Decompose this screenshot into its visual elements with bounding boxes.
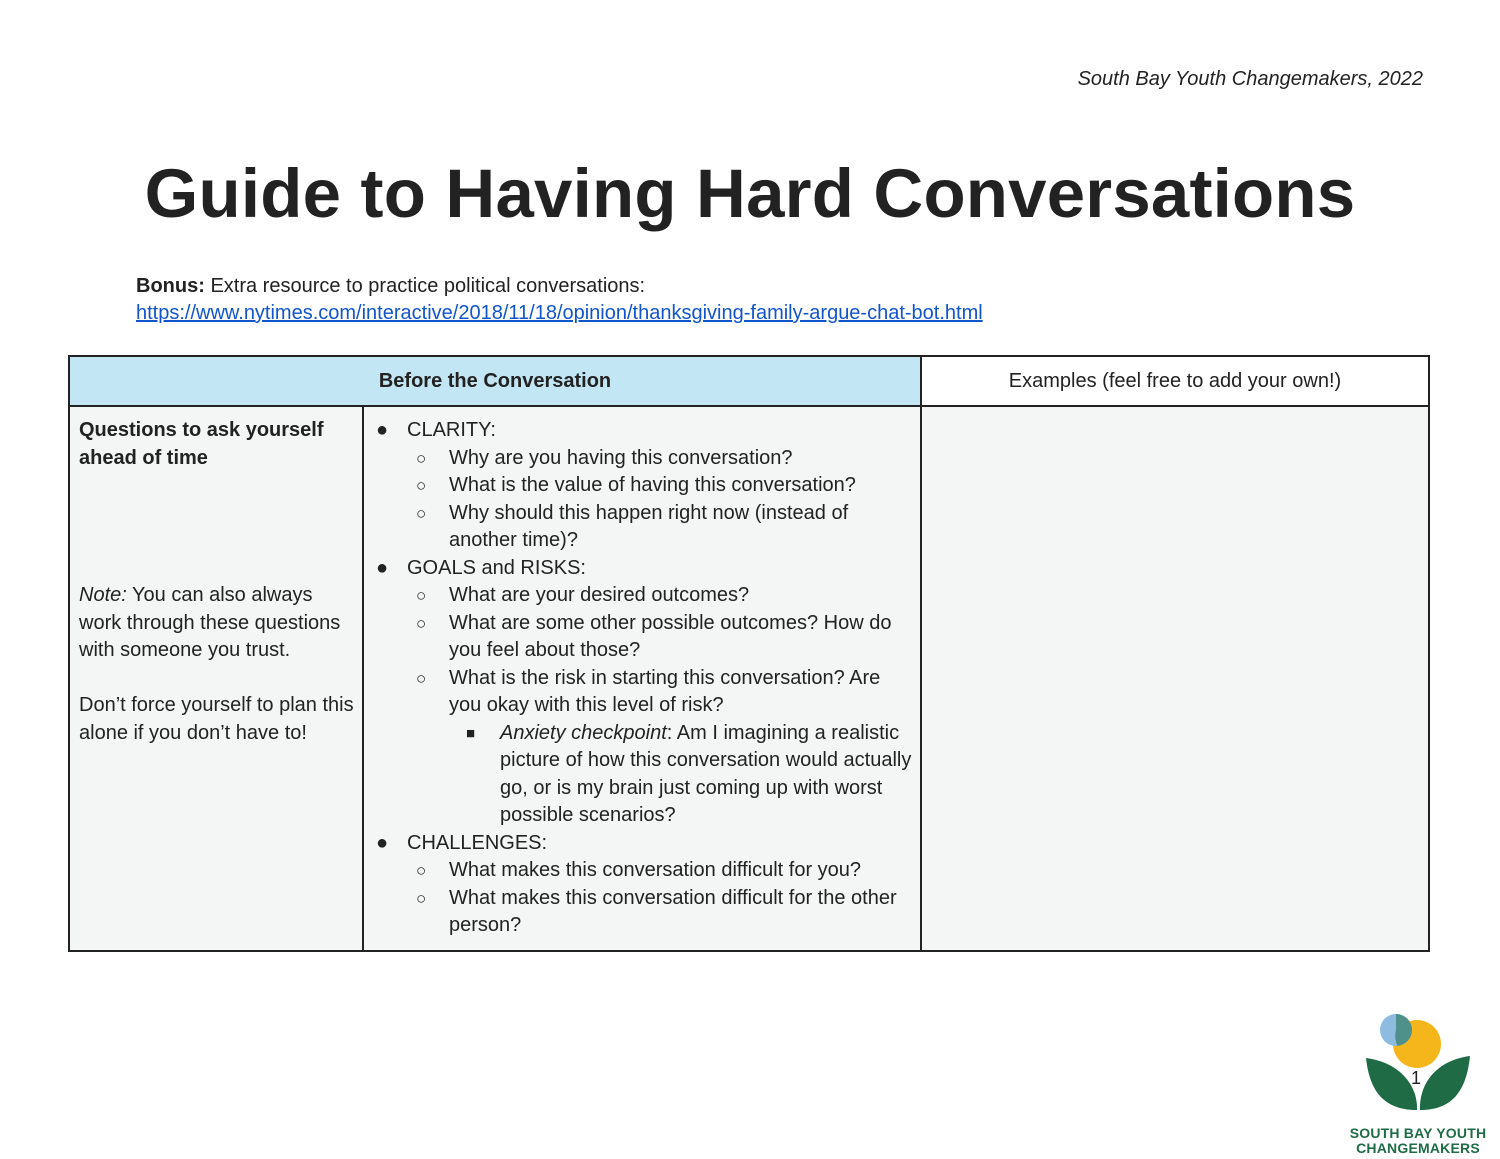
note-label: Note: (79, 584, 127, 606)
circle-bullet-icon: ○ (416, 476, 427, 495)
bonus-label: Bonus: (136, 275, 205, 297)
list-item-goals-risks (374, 555, 914, 830)
circle-bullet-icon: ○ (416, 888, 427, 908)
list-item-anxiety-checkpoint: ■ Anxiety checkpoint: Am I imagining a realistic picture of how this conversation would actually go, or is my brain just coming up with worst possible scenarios? (466, 721, 912, 826)
list-item: ○ What makes this conversation difficult for the other person? (416, 886, 897, 936)
list-item: ○ What are your desired outcomes? (407, 582, 914, 610)
header-credit: South Bay Youth Changemakers, 2022 (1077, 68, 1423, 90)
list-item: ○ Why are you having this conversation? (407, 445, 914, 473)
questions-cell (69, 406, 363, 951)
circle-bullet-icon: ○ (416, 613, 427, 633)
circle-bullet-icon: ○ (416, 503, 427, 523)
list-item: ○ What are some other possible outcomes? How do you feel about those? (416, 611, 892, 661)
circle-bullet-icon: ○ (416, 668, 427, 688)
table-row (69, 406, 1429, 951)
bonus-text: Extra resource to practice political conversations: (204, 275, 646, 297)
circle-bullet-icon: ○ (416, 448, 427, 468)
note-paragraph (79, 582, 354, 665)
list-item-clarity (374, 417, 914, 555)
page-title: Guide to Having Hard Conversations (144, 155, 1356, 232)
list-item: ○ What is the value of having this conversation? (407, 472, 914, 500)
note-paragraph-2: Don’t force yourself to plan this alone if you don’t have to! (79, 694, 354, 744)
circle-bullet-icon: ○ (416, 861, 427, 880)
logo-text: SOUTH BAY YOUTH CHANGEMAKERS (1349, 1125, 1487, 1156)
bullet-icon: ● (376, 419, 389, 441)
note-text: You can also always work through these questions with someone you trust. (79, 584, 341, 661)
bonus-link[interactable]: https://www.nytimes.com/interactive/2018/11/18/opinion/thanksgiving-family-argue-chat-bot.html (136, 302, 983, 324)
list-item-challenges (374, 830, 914, 940)
section-label: CHALLENGES: (407, 831, 548, 854)
list-item: ○ What is the risk in starting this conversation? Are you okay with this level of risk? ■ Anxiety checkpoint: Am I imagining a realistic picture of how this conversation would actually go, or is my brain just coming up with worst possible scenarios? (407, 665, 914, 830)
list-item: ○ What makes this conversation difficult for you? (407, 857, 914, 885)
circle-bullet-icon: ○ (416, 586, 427, 605)
bullet-icon: ● (376, 831, 389, 854)
section-label: GOALS and RISKS: (407, 556, 586, 579)
list-item: ○ Why should this happen right now (instead of another time)? (416, 501, 849, 551)
questions-list-cell (363, 406, 921, 951)
guide-table (68, 355, 1430, 952)
table-header-row (69, 356, 1429, 406)
square-bullet-icon: ■ (466, 724, 476, 742)
header-examples: Examples (feel free to add your own!) (921, 356, 1429, 406)
bullet-icon: ● (376, 556, 389, 579)
header-before-conversation: Before the Conversation (69, 356, 921, 406)
question-title: Questions to ask yourself ahead of time (79, 419, 324, 469)
section-label: CLARITY: (407, 419, 496, 441)
examples-cell[interactable] (921, 406, 1429, 951)
page-number: 1 (1411, 1068, 1422, 1088)
bonus-section (136, 273, 983, 327)
question-list (374, 417, 914, 940)
